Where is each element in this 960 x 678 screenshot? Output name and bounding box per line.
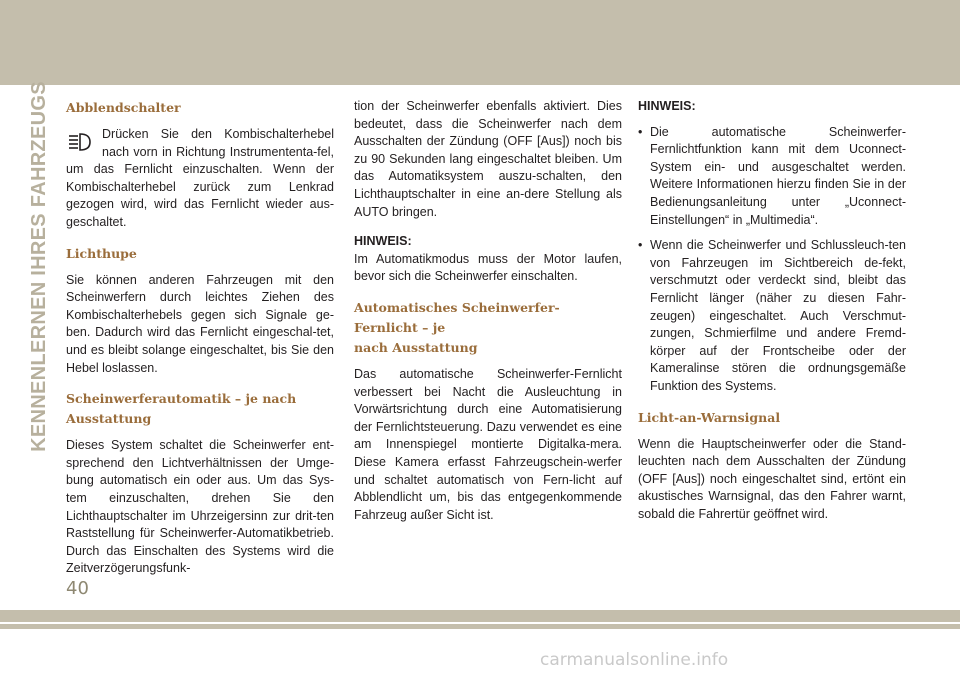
watermark: carmanualsonline.info	[540, 650, 729, 670]
paragraph-abblendschalter: Drücken Sie den Kombischalterhebel nach vorn in Richtung Instrumententa-fel, um das Fernlicht einzuschalten. Wenn der Kombischalterhebel zurück zum Lenkrad gezogen wird, wird das Fernlicht wieder aus-geschaltet.	[66, 127, 334, 229]
heading-lichthupe: Lichthupe	[66, 245, 137, 261]
high-beam-icon	[66, 130, 92, 154]
heading-licht-an-warnsignal: Licht-an-Warnsignal	[638, 409, 781, 425]
note-label-right: HINWEIS:	[638, 99, 696, 113]
paragraph-scheinwerferautomatik: Dieses System schaltet die Scheinwerfer ent-sprechend den Lichtverhältnissen der Umge-bung automatisch ein oder aus. Um das Sys-tem einzuschalten, drehen Sie den Lichthauptschalter im Uhrzeigersinn zur drit-ten Raststellung für Scheinwerfer-Automatikbetrieb. Durch das Einschalten des Systems wird die Zeitverzögerungsfunk-	[66, 438, 334, 576]
bullet-glyph: •	[638, 238, 643, 253]
column-right	[638, 98, 906, 523]
page-number: 40	[66, 578, 89, 599]
list-item-text: Die automatische Scheinwerfer-Fernlichtfunktion kann mit dem Uconnect-System ein- und ausgeschaltet werden. Weitere Informationen hierzu finden Sie in der Bedienungsanleitung unter „Uconnect-Einstellungen“ in „Multimedia“.	[650, 124, 906, 227]
bottom-thin-band	[0, 624, 960, 629]
heading-scheinwerferautomatik-line2: Ausstattung	[66, 411, 152, 427]
list-item	[638, 237, 906, 395]
list-item	[638, 124, 906, 230]
heading-abblendschalter: Abblendschalter	[66, 100, 181, 115]
note-bullet-list	[638, 124, 906, 396]
bottom-band	[0, 610, 960, 622]
section-side-tab-label: KENNENLERNEN IHRES FAHRZEUGS	[27, 80, 50, 452]
abblendschalter-paragraph-wrap	[66, 126, 334, 232]
note-text: Im Automatikmodus muss der Motor laufen, bevor sich die Scheinwerfer einschalten.	[354, 251, 622, 284]
paragraph-licht-an-warnsignal: Wenn die Hauptscheinwerfer oder die Stand-leuchten nach dem Ausschalten der Zündung (OFF [Aus]) noch eingeschaltet sind, ertönt ein akustisches Warnsignal, das den Fahrer warnt, sobald die Fahrertür geöffnet wird.	[638, 436, 906, 521]
note-label: HINWEIS:	[354, 234, 412, 249]
paragraph-lichthupe: Sie können anderen Fahrzeugen mit den Scheinwerfern durch leichtes Ziehen des Kombischalterhebels gegen sich Signale ge-ben. Dadurch wird das Fernlicht eingeschal-tet, und es bleibt solange eingeschaltet, bis Sie den Hebel loslassen.	[66, 272, 334, 375]
list-item-text: Wenn die Scheinwerfer und Schlussleuch-ten von Fahrzeugen im Sichtbereich de-fekt, verschmutzt oder verdeckt sind, bleibt das Fernlicht länger (näher zu diesen Fahr-zeugen) eingeschaltet. Auch Verschmut-zungen, Schmierfilme und andere Fremd-körper auf der Frontscheibe oder der Kameralinse stören die ordnungsgemäße Funktion des Systems.	[650, 238, 906, 393]
column-left	[66, 98, 334, 578]
heading-scheinwerferautomatik-line1: Scheinwerferautomatik – je nach	[66, 391, 297, 407]
bullet-glyph: •	[638, 124, 643, 139]
column-middle	[354, 98, 622, 524]
heading-auto-fernlicht-line1: Automatisches Scheinwerfer-Fernlicht – je	[354, 299, 560, 335]
section-side-tab	[26, 80, 52, 452]
paragraph-scheinwerferautomatik-continued: tion der Scheinwerfer ebenfalls aktiviert. Dies bedeutet, dass die Scheinwerfer nach dem Ausschalten der Zündung (OFF [Aus]) noch bis zu 90 Sekunden lang eingeschaltet bleiben. Um das Automatiksystem auszu-schalten, den Lichthauptschalter in eine an-dere Stellung als AUTO bringen.	[354, 99, 622, 219]
heading-auto-fernlicht-line2: nach Ausstattung	[354, 339, 478, 355]
paragraph-auto-fernlicht: Das automatische Scheinwerfer-Fernlicht verbessert bei Nacht die Ausleuchtung in Vorwärtsrichtung durch eine Automatisierung der Fernlichtsteuerung. Dazu verwendet es eine am Innenspiegel montierte Digitalka-mera. Diese Kamera erfasst Fahrzeugschein-werfer und schaltet automatisch von Fern-licht auf Abblendlicht um, bis das entgegenkommende Fahrzeug außer Sicht ist.	[354, 366, 622, 522]
top-band	[0, 0, 960, 85]
